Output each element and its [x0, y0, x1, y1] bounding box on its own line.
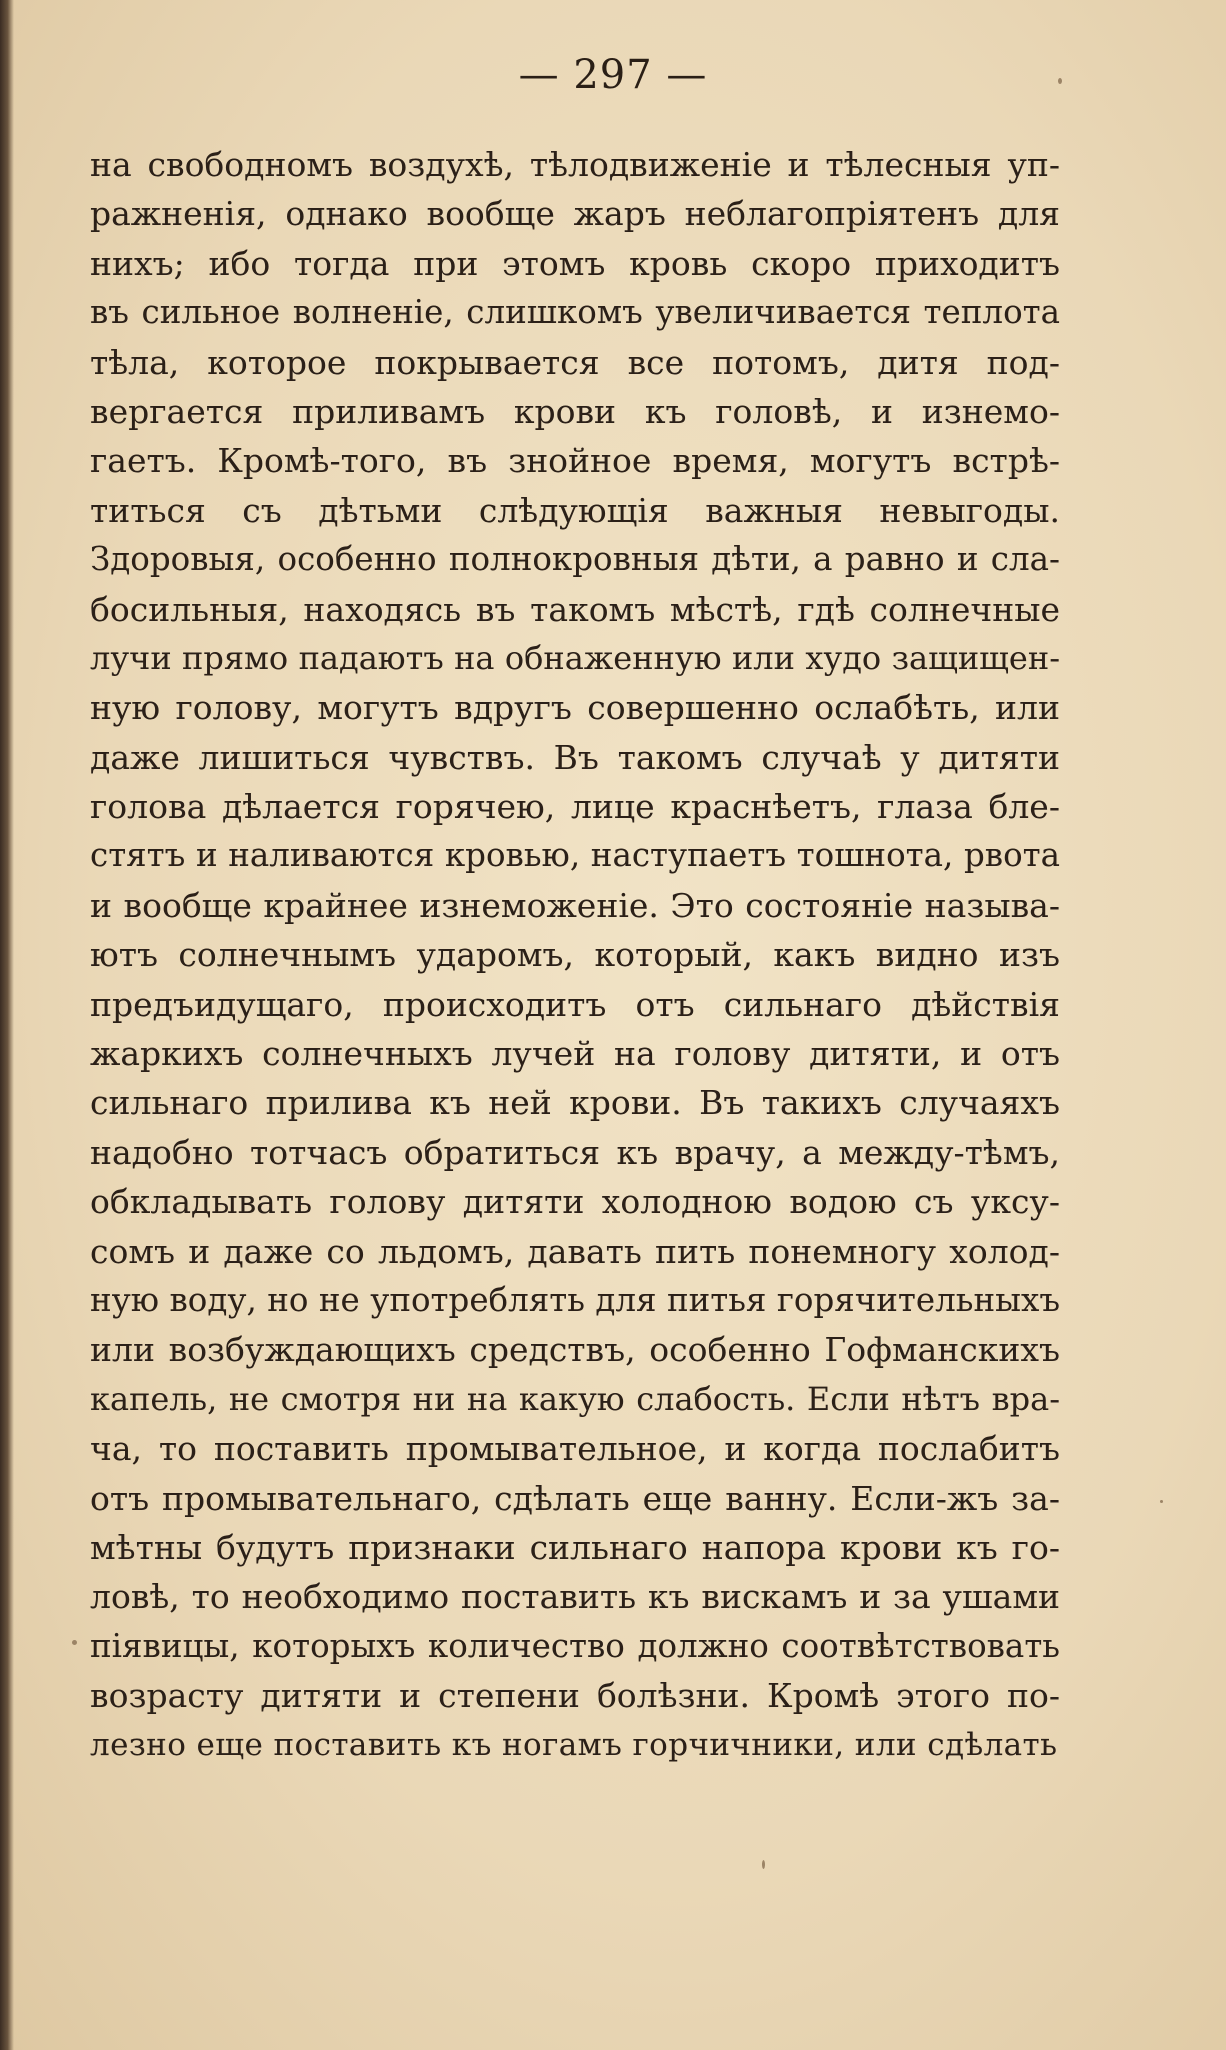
- paper-speck: [1160, 1500, 1163, 1503]
- text-line: Здоровыя, особенно полнокровныя дѣти, а равно и сла-: [90, 540, 1060, 579]
- text-line: гаетъ. Кромѣ-того, въ знойное время, могутъ встрѣ-: [90, 441, 1060, 481]
- paper-speck: [1058, 78, 1062, 84]
- text-line: ловѣ, то необходимо поставить къ вискамъ и за ушами: [90, 1577, 1060, 1617]
- text-line: въ сильное волненіе, слишкомъ увеличивается теплота: [90, 293, 1060, 332]
- text-line: лезно еще поставить къ ногамъ горчичники, или сдѣлать: [90, 1726, 1058, 1763]
- text-line: и вообще крайнее изнеможеніе. Это состояніе называ-: [90, 885, 1060, 925]
- paper-speck: [72, 1640, 77, 1645]
- text-line: голова дѣлается горячею, лице краснѣетъ, глаза бле-: [90, 787, 1060, 827]
- text-line: ютъ солнечнымъ ударомъ, который, какъ видно изъ: [90, 935, 1060, 975]
- body-text: [90, 140, 1060, 1770]
- text-line: ную голову, могутъ вдругъ совершенно ослабѣть, или: [90, 688, 1060, 728]
- text-line: предъидущаго, происходитъ отъ сильнаго дѣйствія: [90, 984, 1060, 1024]
- text-line: обкладывать голову дитяти холодною водою съ уксу-: [90, 1182, 1060, 1222]
- text-line: ражненія, однако вообще жаръ неблагопріятенъ для: [90, 194, 1060, 234]
- text-line: тѣла, которое покрывается все потомъ, дитя под-: [90, 342, 1060, 382]
- text-line: или возбуждающихъ средствъ, особенно Гофманскихъ: [90, 1330, 1060, 1370]
- text-line: лучи прямо падаютъ на обнаженную или худо защищен-: [90, 638, 1060, 677]
- text-line: жаркихъ солнечныхъ лучей на голову дитяти, и отъ: [90, 1034, 1060, 1074]
- text-line: нихъ; ибо тогда при этомъ кровь скоро приходитъ: [90, 243, 1060, 283]
- text-line: вергается приливамъ крови къ головѣ, и изнемо-: [90, 391, 1060, 431]
- book-spine-shadow: [0, 0, 14, 2050]
- text-line: на свободномъ воздухѣ, тѣлодвиженіе и тѣлесныя уп-: [90, 145, 1060, 184]
- text-line: титься съ дѣтьми слѣдующія важныя невыгоды.: [90, 490, 1060, 530]
- page-number: — 297 —: [518, 52, 708, 98]
- text-line: сомъ и даже со льдомъ, давать пить понемногу холод-: [90, 1231, 1060, 1271]
- text-line: піявицы, которыхъ количество должно соотвѣтствовать: [90, 1626, 1060, 1665]
- text-line: даже лишиться чувствъ. Въ такомъ случаѣ у дитяти: [90, 737, 1060, 777]
- text-line: отъ промывательнаго, сдѣлать еще ванну. Если-жъ за-: [90, 1478, 1060, 1518]
- text-line: надобно тотчасъ обратиться къ врачу, а между-тѣмъ,: [90, 1132, 1060, 1172]
- text-line: мѣтны будутъ признаки сильнаго напора крови къ го-: [90, 1527, 1060, 1567]
- text-line: сильнаго прилива къ ней крови. Въ такихъ случаяхъ: [90, 1083, 1060, 1123]
- paper-speck: [762, 1860, 765, 1869]
- text-line: стятъ и наливаются кровью, наступаетъ тошнота, рвота: [90, 836, 1060, 875]
- text-line: босильныя, находясь въ такомъ мѣстѣ, гдѣ солнечные: [90, 589, 1060, 629]
- text-line: ную воду, но не употреблять для питья горячительныхъ: [90, 1280, 1060, 1319]
- text-line: капель, не смотря ни на какую слабость. Если нѣтъ вра-: [90, 1379, 1060, 1418]
- text-line: возрасту дитяти и степени болѣзни. Кромѣ этого по-: [90, 1676, 1060, 1716]
- text-line: ча, то поставить промывательное, и когда послабитъ: [90, 1429, 1060, 1469]
